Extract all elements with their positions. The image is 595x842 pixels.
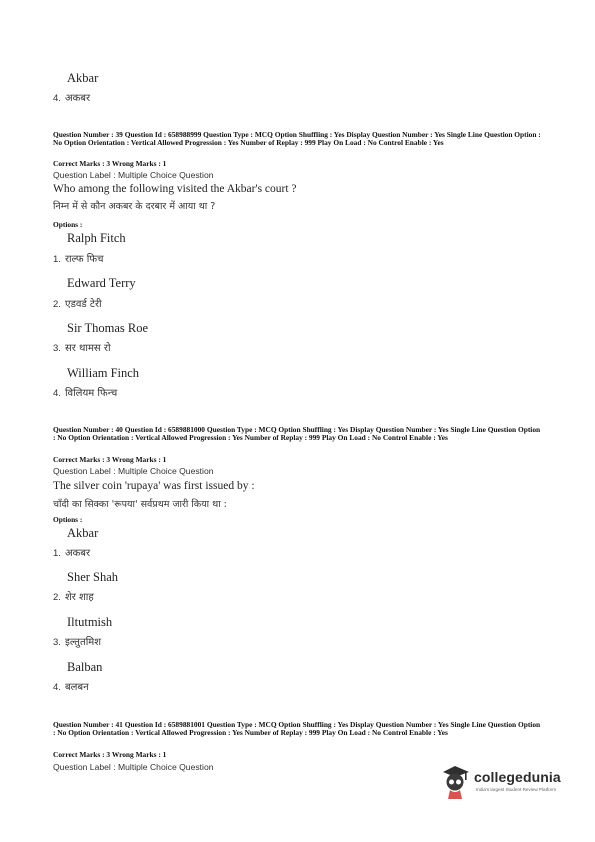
- question-39-text-hindi: निम्न में से कौन अकबर के दरबार में आया था ?: [53, 201, 216, 212]
- option-hindi: [53, 679, 89, 693]
- question-41-marks: Correct Marks : 3 Wrong Marks : 1: [53, 750, 167, 759]
- option-hindi: [53, 90, 90, 104]
- option-hindi: [53, 296, 102, 310]
- option-hindi: [53, 634, 101, 648]
- question-41-label: Question Label : Multiple Choice Question: [53, 762, 214, 772]
- option-number: 4.: [53, 93, 61, 104]
- option-english: Iltutmish: [67, 615, 113, 629]
- mascot-icon: [440, 763, 472, 801]
- option-english: William Finch: [67, 366, 140, 380]
- option-hindi-text: सर थामस रो: [64, 343, 111, 354]
- option-english: Sir Thomas Roe: [67, 321, 149, 335]
- option-number: 1.: [53, 548, 61, 559]
- option-number: 4.: [53, 388, 61, 399]
- option-number: 2.: [53, 299, 61, 310]
- options-heading: Options :: [53, 515, 83, 524]
- option-number: 2.: [53, 592, 61, 603]
- option-hindi: [53, 589, 94, 603]
- question-40-text-hindi: चाँदी का सिक्का 'रूपया' सर्वप्रथम जारी किया था :: [53, 499, 227, 510]
- question-39-meta: Question Number : 39 Question Id : 658988999 Question Type : MCQ Option Shuffling : Yes Display Question Number : Yes Single Line Question Option : No Option Orientation : Vertical Allowed Progression : Yes Number of Replay : 999 Play On Load : No Control Enable : Yes: [53, 130, 541, 148]
- option-english: Edward Terry: [67, 276, 136, 290]
- option-hindi-text: विलियम फिन्च: [64, 388, 118, 399]
- option-number: 3.: [53, 343, 61, 354]
- option-hindi-text: इल्तुतमिश: [64, 637, 102, 648]
- option-number: 1.: [53, 254, 61, 265]
- brand-name: collegedunia: [474, 769, 561, 785]
- option-hindi-text: राल्फ फिच: [64, 254, 104, 265]
- option-hindi: [53, 385, 117, 399]
- question-40-meta: Question Number : 40 Question Id : 6589881000 Question Type : MCQ Option Shuffling : Yes Display Question Number : Yes Single Line Question Option : No Option Orientation : Vertical Allowed Progression : Yes Number of Replay : 999 Play On Load : No Control Enable : Yes: [53, 425, 541, 443]
- question-39-marks: Correct Marks : 3 Wrong Marks : 1: [53, 159, 167, 168]
- option-hindi: [53, 340, 111, 354]
- option-hindi-text: एडवर्ड टेरी: [64, 299, 102, 310]
- option-hindi-text: अकबर: [64, 548, 91, 559]
- option-hindi: [53, 545, 90, 559]
- option-hindi-text: शेर शाह: [64, 592, 94, 603]
- question-40-marks: Correct Marks : 3 Wrong Marks : 1: [53, 455, 167, 464]
- option-english: Balban: [67, 660, 103, 674]
- option-number: 4.: [53, 682, 61, 693]
- options-heading: Options :: [53, 220, 83, 229]
- question-40-label: Question Label : Multiple Choice Question: [53, 466, 214, 476]
- option-hindi: [53, 251, 103, 265]
- question-39-text-english: Who among the following visited the Akbar's court ?: [53, 183, 297, 195]
- option-english: Ralph Fitch: [67, 231, 126, 245]
- option-hindi-text: बलबन: [64, 682, 89, 693]
- option-english: Sher Shah: [67, 570, 119, 584]
- question-39-label: Question Label : Multiple Choice Question: [53, 170, 214, 180]
- option-english: Akbar: [67, 526, 99, 540]
- option-hindi-text: अकबर: [64, 93, 91, 104]
- question-41-meta: Question Number : 41 Question Id : 6589881001 Question Type : MCQ Option Shuffling : Yes Display Question Number : Yes Single Line Question Option : No Option Orientation : Vertical Allowed Progression : Yes Number of Replay : 999 Play On Load : No Control Enable : Yes: [53, 720, 541, 738]
- option-number: 3.: [53, 637, 61, 648]
- brand-tagline: India's largest Student Review Platform: [476, 787, 557, 792]
- question-40-text-english: The silver coin 'rupaya' was first issued by :: [53, 480, 255, 492]
- option-english: Akbar: [67, 71, 99, 85]
- collegedunia-watermark: [440, 763, 561, 803]
